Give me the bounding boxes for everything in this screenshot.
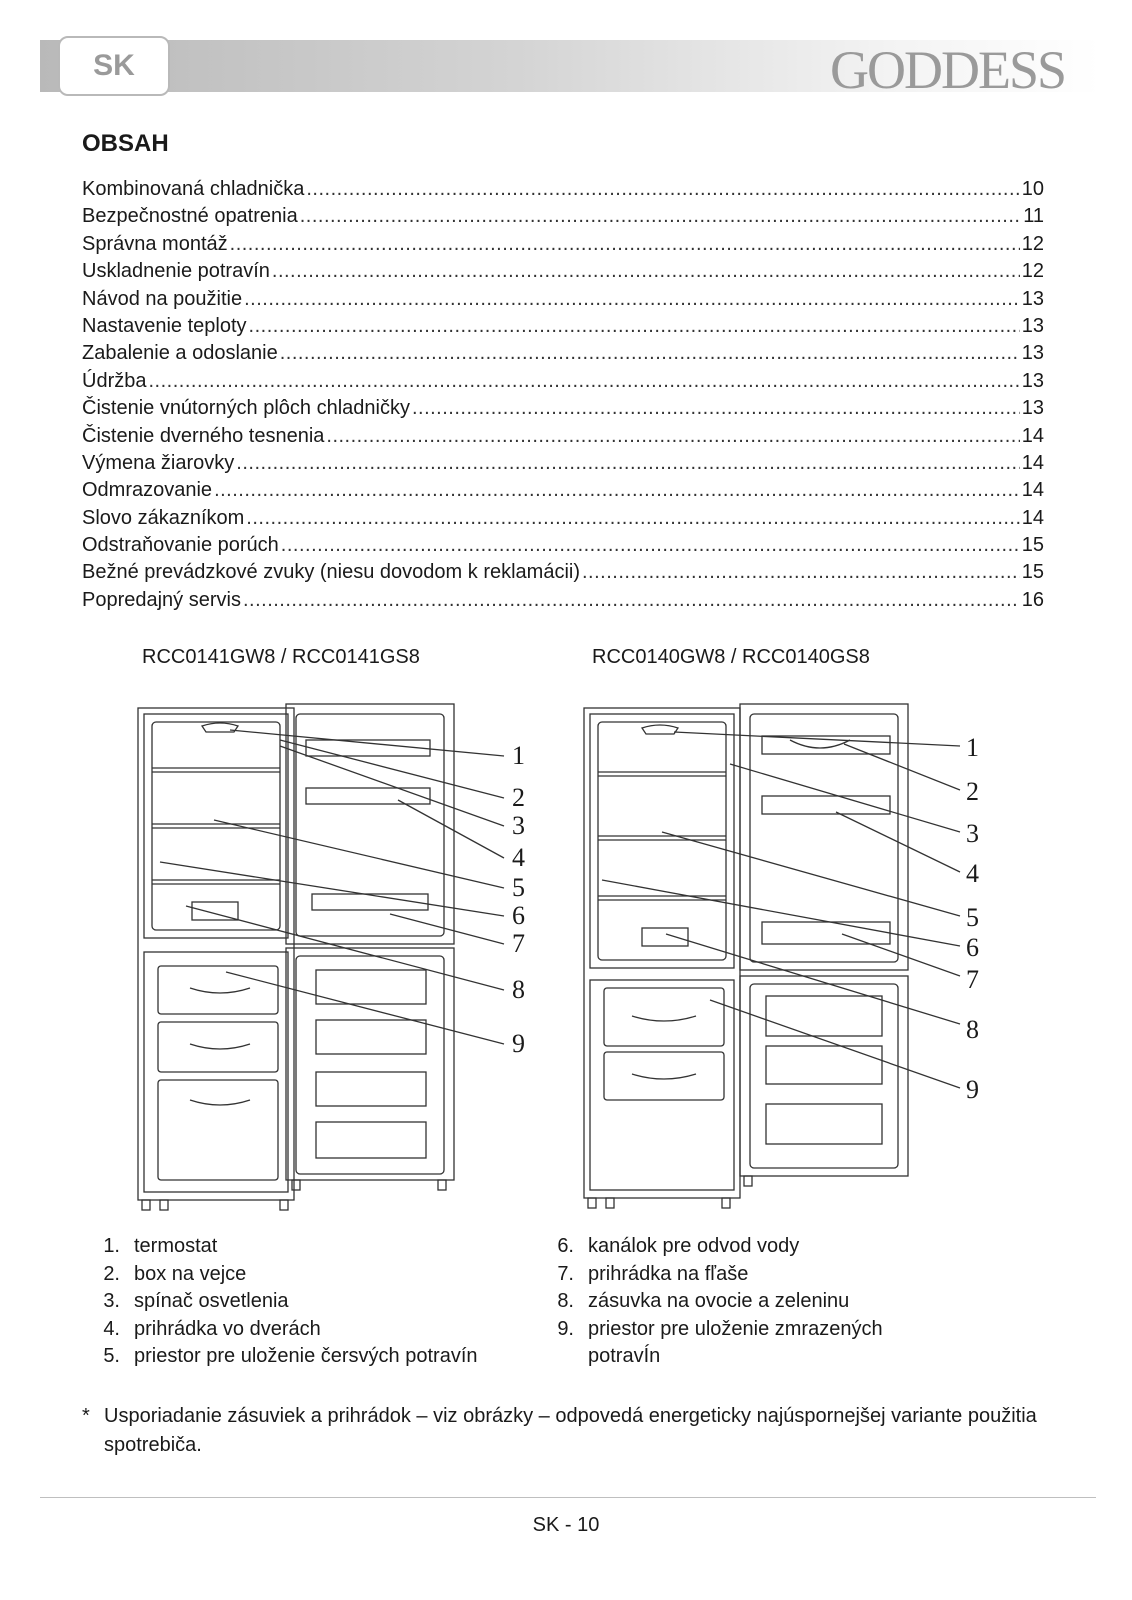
callout-number: 3: [512, 811, 525, 840]
toc-leader-dots: [244, 286, 1020, 313]
callout-number: 2: [966, 777, 979, 806]
toc-leader-dots: [306, 176, 1019, 203]
toc-page-number: 15: [1021, 534, 1044, 557]
language-tab: SK: [58, 36, 170, 96]
footnote-text: Usporiadanie zásuviek a prihrádok – viz obrázky – odpovedá energeticky najúspornejšej variante použitia spotrebiča.: [104, 1405, 1037, 1456]
toc-leader-dots: [230, 231, 1020, 258]
toc-label: Odmrazovanie: [82, 479, 213, 502]
legend-number: 7.: [557, 1262, 574, 1285]
toc-page-number: 13: [1021, 287, 1044, 310]
callout-numbers-right: [966, 733, 979, 1104]
toc-label: Kombinovaná chladnička: [82, 178, 305, 200]
legend-number: 4.: [103, 1317, 120, 1340]
callout-number: 9: [512, 1029, 525, 1058]
legend-right: [536, 1233, 883, 1371]
toc-row: [82, 258, 1044, 285]
toc-title: OBSAH: [82, 130, 169, 157]
callout-number: 5: [966, 903, 979, 932]
toc-page-number: 12: [1021, 232, 1044, 255]
callout-number: 3: [966, 819, 979, 848]
legend-item: [82, 1261, 478, 1289]
toc-page-number: 14: [1021, 479, 1044, 502]
callout-number: 6: [966, 933, 979, 962]
legend-item: [536, 1316, 883, 1344]
toc-row: [82, 286, 1044, 313]
callout-number: 5: [512, 873, 525, 902]
toc-label: Popredajný servis: [82, 588, 241, 611]
toc-page-number: 13: [1021, 314, 1044, 337]
legend-item: [82, 1233, 478, 1261]
toc-row: [82, 231, 1044, 258]
legend-item: [82, 1343, 478, 1371]
footer-divider: [40, 1497, 1096, 1498]
toc-label: Nastavenie teploty: [82, 314, 247, 337]
brand-logo: [830, 36, 1110, 106]
toc-row: [82, 340, 1044, 367]
toc-page-number: 16: [1021, 588, 1044, 611]
toc-row: [82, 532, 1044, 559]
toc-leader-dots: [148, 368, 1019, 395]
legend-text: prihrádka na fľaše: [588, 1262, 749, 1285]
toc-label: Uskladnenie potravín: [82, 260, 270, 283]
toc-label: Slovo zákazníkom: [82, 506, 245, 529]
toc-label: Zabalenie a odoslanie: [82, 342, 278, 365]
legend-item: [536, 1288, 883, 1316]
legend-number: 2.: [103, 1262, 120, 1285]
toc-row: [82, 559, 1044, 586]
toc-label: Čistenie dverného tesnenia: [82, 424, 325, 447]
legend-text: prihrádka vo dverách: [134, 1317, 321, 1340]
toc-label: Správna montáž: [82, 232, 228, 255]
legend-item: [536, 1343, 883, 1371]
toc-row: [82, 450, 1044, 477]
toc-page-number: 15: [1021, 561, 1044, 584]
toc-label: Výmena žiarovky: [82, 451, 235, 474]
legend-number: 1.: [103, 1235, 120, 1257]
toc-leader-dots: [236, 450, 1019, 477]
callout-number: 2: [512, 783, 525, 812]
callout-number: 9: [966, 1075, 979, 1104]
model-label-right: RCC0140GW8 / RCC0140GS8: [592, 646, 870, 668]
toc-page-number: 12: [1021, 260, 1044, 283]
legend-item: [536, 1233, 883, 1261]
toc-leader-dots: [246, 505, 1019, 532]
callout-number: 7: [966, 965, 979, 994]
legend-number: [536, 1343, 574, 1371]
legend-number: 8.: [557, 1290, 574, 1312]
callout-number: 6: [512, 901, 525, 930]
fridge-diagram-left: [130, 700, 550, 1220]
toc-row: [82, 176, 1044, 203]
callout-number: 8: [512, 975, 525, 1004]
toc-page-number: 13: [1021, 397, 1044, 420]
toc-label: Bežné prevádzkové zvuky (niesu dovodom k reklamácii): [82, 561, 580, 584]
callout-number: 7: [512, 929, 525, 958]
toc-row: [82, 477, 1044, 504]
callout-numbers-left: [512, 741, 525, 1058]
toc-page-number: 13: [1021, 342, 1044, 365]
toc-row: [82, 395, 1044, 422]
toc-leader-dots: [280, 340, 1020, 367]
toc-row: [82, 368, 1044, 395]
footnote: [82, 1402, 1042, 1460]
callout-number: 4: [512, 843, 525, 872]
toc-label: Odstraňovanie porúch: [82, 534, 279, 557]
legend-text: kanálok pre odvod vody: [588, 1235, 800, 1257]
toc-leader-dots: [582, 559, 1020, 586]
toc-page-number: 14: [1021, 424, 1044, 447]
brand-logo-text: GODDESS: [830, 40, 1066, 100]
toc-leader-dots: [249, 313, 1020, 340]
toc-label: Návod na použitie: [82, 287, 243, 310]
toc-leader-dots: [326, 423, 1019, 450]
legend-text: termostat: [134, 1235, 218, 1257]
page-number: SK - 10: [532, 1514, 600, 1536]
legend-text: potravÍn: [588, 1345, 661, 1367]
model-label-left: RCC0141GW8 / RCC0141GS8: [142, 646, 420, 668]
legend-text: zásuvka na ovocie a zeleninu: [588, 1290, 850, 1312]
legend-number: 3.: [103, 1290, 120, 1312]
table-of-contents: [82, 176, 1044, 614]
toc-page-number: 13: [1021, 369, 1044, 392]
legend-item: [82, 1288, 478, 1316]
toc-label: Údržba: [82, 369, 147, 392]
legend-text: box na vejce: [134, 1262, 247, 1285]
toc-label: Bezpečnostné opatrenia: [82, 205, 298, 228]
toc-label: Čistenie vnútorných plôch chladničky: [82, 397, 410, 420]
toc-row: [82, 505, 1044, 532]
legend-number: 9.: [557, 1317, 574, 1340]
toc-page-number: 10: [1021, 178, 1044, 200]
toc-page-number: 11: [1023, 205, 1044, 228]
toc-leader-dots: [214, 477, 1020, 504]
toc-leader-dots: [300, 203, 1022, 230]
toc-row: [82, 313, 1044, 340]
callout-number: 1: [512, 741, 525, 770]
toc-page-number: 14: [1021, 506, 1044, 529]
legend-left: [82, 1233, 478, 1371]
footnote-mark: *: [82, 1405, 90, 1427]
callout-number: 1: [966, 733, 979, 762]
callout-number: 4: [966, 859, 979, 888]
legend-text: priestor pre uloženie čersvých potravín: [134, 1345, 478, 1367]
legend-number: 5.: [103, 1345, 120, 1367]
fridge-diagram-right: [580, 700, 1010, 1220]
legend-item: [82, 1316, 478, 1344]
legend-number: 6.: [557, 1235, 574, 1257]
toc-row: [82, 203, 1044, 230]
toc-leader-dots: [412, 395, 1020, 422]
legend-text: priestor pre uloženie zmrazených: [588, 1317, 883, 1340]
legend-item: [536, 1261, 883, 1289]
legend-text: spínač osvetlenia: [134, 1290, 289, 1312]
toc-leader-dots: [272, 258, 1020, 285]
toc-row: [82, 423, 1044, 450]
toc-page-number: 14: [1021, 451, 1044, 474]
toc-leader-dots: [243, 587, 1020, 614]
callout-number: 8: [966, 1015, 979, 1044]
toc-leader-dots: [281, 532, 1020, 559]
toc-row: [82, 587, 1044, 614]
